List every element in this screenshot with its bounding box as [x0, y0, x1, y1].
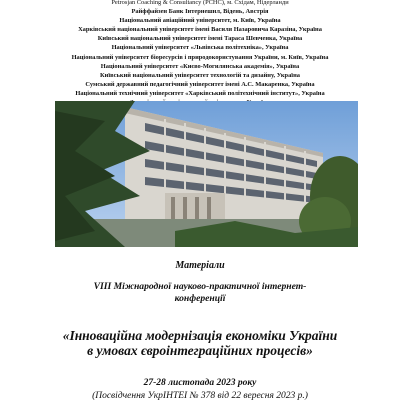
- organization-line: Національний технічний університет «Харківський політехнічний інститут», Україна: [75, 89, 325, 97]
- organization-line: Сумський державний педагогічний університет імені А.С. Макаренка, Україна: [85, 80, 315, 88]
- registration-certificate: (Посвідчення УкрІНТЕІ № 378 від 22 вересня 2023 р.): [92, 391, 308, 401]
- organization-line: Національний університет біоресурсів і природокористування України, м. Київ, Україна: [71, 53, 329, 61]
- university-building-photo: [55, 101, 358, 247]
- materials-label: Матеріали: [175, 260, 225, 271]
- conference-title: [36, 328, 364, 358]
- organization-line: Національний університет «Львівська політехніка», Україна: [111, 44, 289, 52]
- organization-line: Національний авіаційний університет, м. Київ, Україна: [119, 17, 281, 25]
- title-line: в умовах євроінтеграційних процесів»: [87, 343, 313, 358]
- title-line: «Інноваційна модернізація економіки України: [62, 328, 338, 343]
- conference-line: VIII Міжнародної науково-практичної інтернет-: [93, 281, 307, 292]
- conference-name: [40, 281, 360, 305]
- organization-line: Райффайзен Банк Інтернешнл, Відень, Австрія: [131, 8, 269, 16]
- conference-date: 27-28 листопада 2023 року: [143, 378, 257, 388]
- organization-line: Національний університет «Києво-Могилянська академія», Україна: [100, 62, 300, 70]
- organizations-list: [40, 0, 360, 107]
- organization-line: Київський національний університет технологій та дизайну, Україна: [100, 71, 300, 79]
- organization-line: Київський національний університет імені Тараса Шевченка, Україна: [97, 35, 303, 43]
- organization-line: Petrosjan Coaching & Consultancy (PCHC), м. Східам, Нідерланди: [111, 0, 289, 6]
- organization-line: Харківський національний університет імені Василя Назаровича Каразіна, Україна: [78, 26, 322, 34]
- conference-line: конференції: [174, 293, 226, 304]
